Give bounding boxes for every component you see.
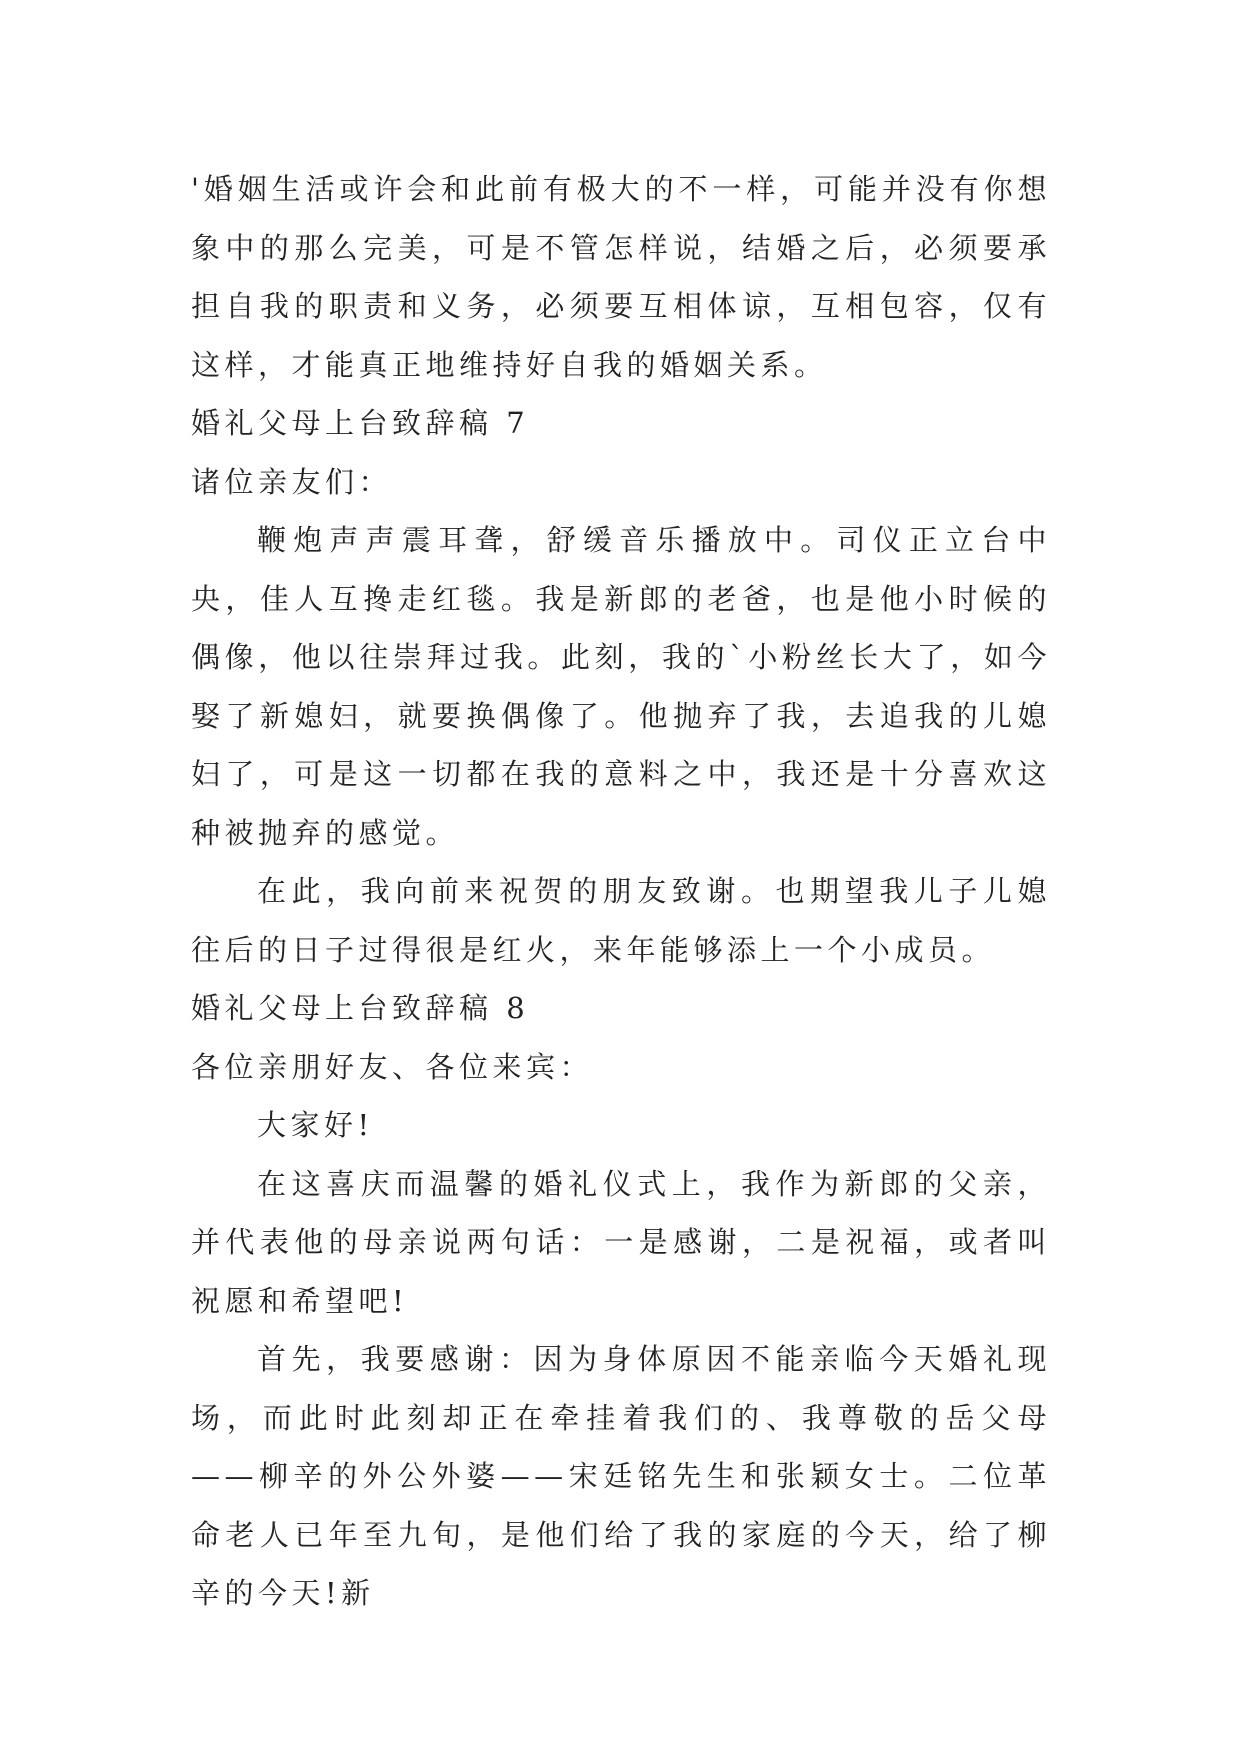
section-heading-8: 婚礼父母上台致辞稿 8	[191, 991, 530, 1025]
salutation-8: 各位亲朋好友、各位来宾：	[191, 1049, 594, 1084]
paragraph-8-2: 首先，我要感谢：因为身体原因不能亲临今天婚礼现场，而此时此刻却正在牵挂着我们的、我尊敬的岳父母——柳辛的外公外婆——宋廷铭先生和张颖女士。二位革命老人已年至九旬，是他们给了我的家庭的今天，给了柳辛的今天!新	[191, 1342, 1051, 1610]
document-body	[191, 160, 1051, 1623]
section-heading-7: 婚礼父母上台致辞稿 7	[191, 406, 530, 440]
paragraph-intro: '婚姻生活或许会和此前有极大的不一样，可能并没有你想象中的那么完美，可是不管怎样说，结婚之后，必须要承担自我的职责和义务，必须要互相体谅，互相包容，仅有这样，才能真正地维持好自我的婚姻关系。	[191, 172, 1051, 382]
paragraph-8-1: 在这喜庆而温馨的婚礼仪式上，我作为新郎的父亲，并代表他的母亲说两句话：一是感谢，二是祝福，或者叫祝愿和希望吧!	[191, 1166, 1051, 1318]
salutation-7: 诸位亲友们：	[191, 464, 393, 499]
paragraph-7-2: 在此，我向前来祝贺的朋友致谢。也期望我儿子儿媳往后的日子过得很是红火，来年能够添上一个小成员。	[191, 874, 1051, 967]
greeting-8: 大家好!	[257, 1108, 374, 1142]
paragraph-7-1: 鞭炮声声震耳聋，舒缓音乐播放中。司仪正立台中央，佳人互搀走红毯。我是新郎的老爸，也是他小时候的偶像，他以往崇拜过我。此刻，我的`小粉丝长大了，如今娶了新媳妇，就要换偶像了。他抛弃了我，去追我的儿媳妇了，可是这一切都在我的意料之中，我还是十分喜欢这种被抛弃的感觉。	[191, 523, 1051, 850]
